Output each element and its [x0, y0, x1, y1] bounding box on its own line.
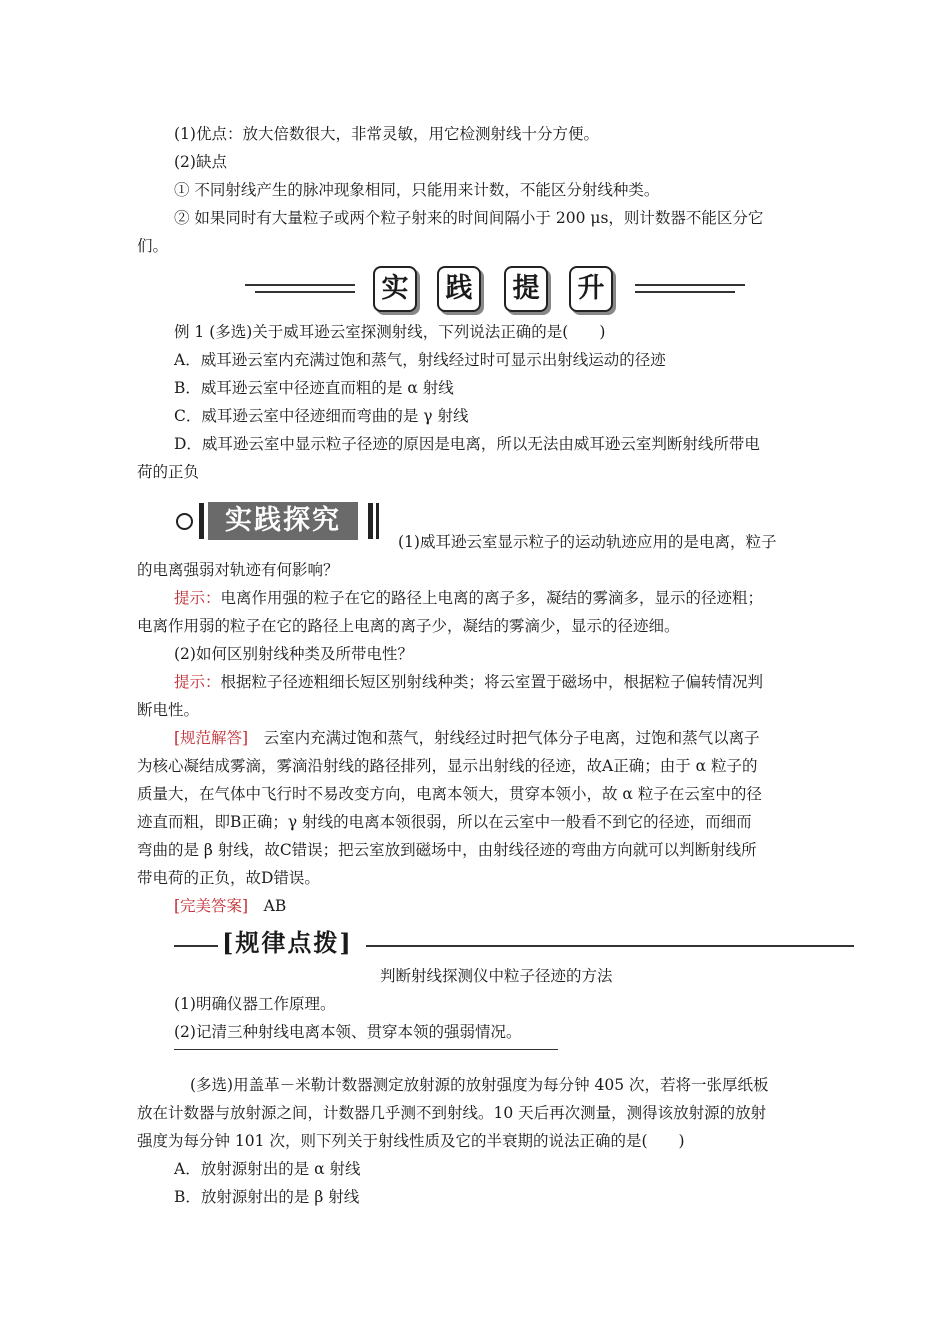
rule-heading-text: [规律点拨] [222, 928, 353, 957]
explore-question-2: (2)如何区别射线种类及所带电性？ [174, 645, 413, 663]
explore-heading [176, 500, 391, 542]
banner-char: 提 [504, 266, 548, 312]
hint-1 [174, 588, 854, 608]
rule-item: (2)记清三种射线电离本领、贯穿本领的强弱情况。 [174, 1023, 522, 1041]
hint-2 [174, 672, 854, 692]
solution-line: 带电荷的正负，故D错误。 [137, 869, 320, 887]
answer-label: [完美答案] [174, 897, 249, 915]
heading-rule [366, 945, 854, 947]
explore-question-1: (1)威耳逊云室显示粒子的运动轨迹应用的是电离，粒子 [398, 533, 777, 551]
bar-icon [368, 503, 373, 539]
solution-text: 云室内充满过饱和蒸气，射线经过时把气体分子电离，过饱和蒸气以离子 [263, 729, 760, 747]
hint-2-cont: 断电性。 [137, 701, 200, 719]
banner-char: 实 [373, 266, 417, 312]
example-question: 例 1 (多选)关于威耳逊云室探测射线，下列说法正确的是( ) [174, 323, 606, 341]
text-line: (2)缺点 [174, 153, 227, 171]
section-banner-practice [245, 262, 745, 314]
hint-text: 根据粒子径迹粗细长短区别射线种类；将云室置于磁场中，根据粒子偏转情况判 [220, 673, 764, 691]
hint-text: 电离作用强的粒子在它的路径上电离的离子多，凝结的雾滴多，显示的径迹粗； [220, 589, 764, 607]
option-a: A．威耳逊云室内充满过饱和蒸气，射线经过时可显示出射线运动的径迹 [174, 351, 666, 369]
hint-label: 提示： [174, 673, 221, 691]
bar-icon [199, 503, 204, 539]
solution-label: [规范解答] [174, 729, 249, 747]
answer-line [174, 896, 854, 916]
hint-1-cont: 电离作用弱的粒子在它的路径上电离的离子少，凝结的雾滴少，显示的径迹细。 [137, 617, 680, 635]
text-line: ① 不同射线产生的脉冲现象相同，只能用来计数，不能区分射线种类。 [174, 181, 660, 199]
practice-option-b: B．放射源射出的是 β 射线 [174, 1188, 360, 1206]
solution-line: 质量大，在气体中飞行时不易改变方向，电离本领大，贯穿本领小，故 α 粒子在云室中的径 [137, 785, 762, 803]
rule-item: (1)明确仪器工作原理。 [174, 995, 336, 1013]
divider [174, 1049, 558, 1050]
circle-icon [176, 513, 193, 530]
banner-char: 践 [437, 266, 481, 312]
option-d: D．威耳逊云室中显示粒子径迹的原因是电离，所以无法由威耳逊云室判断射线所带电 [174, 435, 760, 453]
banner-rule [635, 291, 735, 293]
option-c: C．威耳逊云室中径迹细而弯曲的是 γ 射线 [174, 407, 469, 425]
heading-rule [174, 945, 218, 947]
rule-title: 判断射线探测仪中粒子径迹的方法 [380, 967, 613, 985]
bar-icon [376, 503, 379, 539]
solution-line: 迹直而粗，即B正确；γ 射线的电离本领很弱，所以在云室中一般看不到它的径迹，而细而 [137, 813, 752, 831]
practice-option-a: A．放射源射出的是 α 射线 [174, 1160, 361, 1178]
hint-label: 提示： [174, 589, 221, 607]
rule-heading [174, 928, 854, 958]
explore-question-1-cont: 的电离强弱对轨迹有何影响？ [137, 561, 339, 579]
banner-rule [255, 291, 355, 293]
answer-value: AB [263, 897, 287, 915]
banner-rule [245, 284, 355, 286]
text-line: (1)优点：放大倍数很大，非常灵敏，用它检测射线十分方便。 [174, 125, 599, 143]
banner-char: 升 [569, 266, 613, 312]
banner-rule [635, 284, 745, 286]
text-line: 们。 [137, 237, 169, 255]
solution-line: 弯曲的是 β 射线，故C错误；把云室放到磁场中，由射线径迹的弯曲方向就可以判断射线所 [137, 841, 757, 859]
option-d-cont: 荷的正负 [137, 463, 200, 481]
practice-question: (多选)用盖革－米勒计数器测定放射源的放射强度为每分钟 405 次，若将一张厚纸板 [190, 1076, 769, 1094]
solution-line [174, 728, 854, 748]
option-b: B．威耳逊云室中径迹直而粗的是 α 射线 [174, 379, 454, 397]
text-line: ② 如果同时有大量粒子或两个粒子射来的时间间隔小于 200 μs，则计数器不能区分它 [174, 209, 764, 227]
explore-title: 实践探究 [208, 502, 358, 540]
practice-question-cont: 放在计数器与放射源之间，计数器几乎测不到射线。10 天后再次测量，测得该放射源的放射 [137, 1104, 767, 1122]
practice-question-cont: 强度为每分钟 101 次，则下列关于射线性质及它的半衰期的说法正确的是( ) [137, 1132, 685, 1150]
solution-line: 为核心凝结成雾滴，雾滴沿射线的路径排列，显示出射线的径迹，故A正确；由于 α 粒子的 [137, 757, 758, 775]
